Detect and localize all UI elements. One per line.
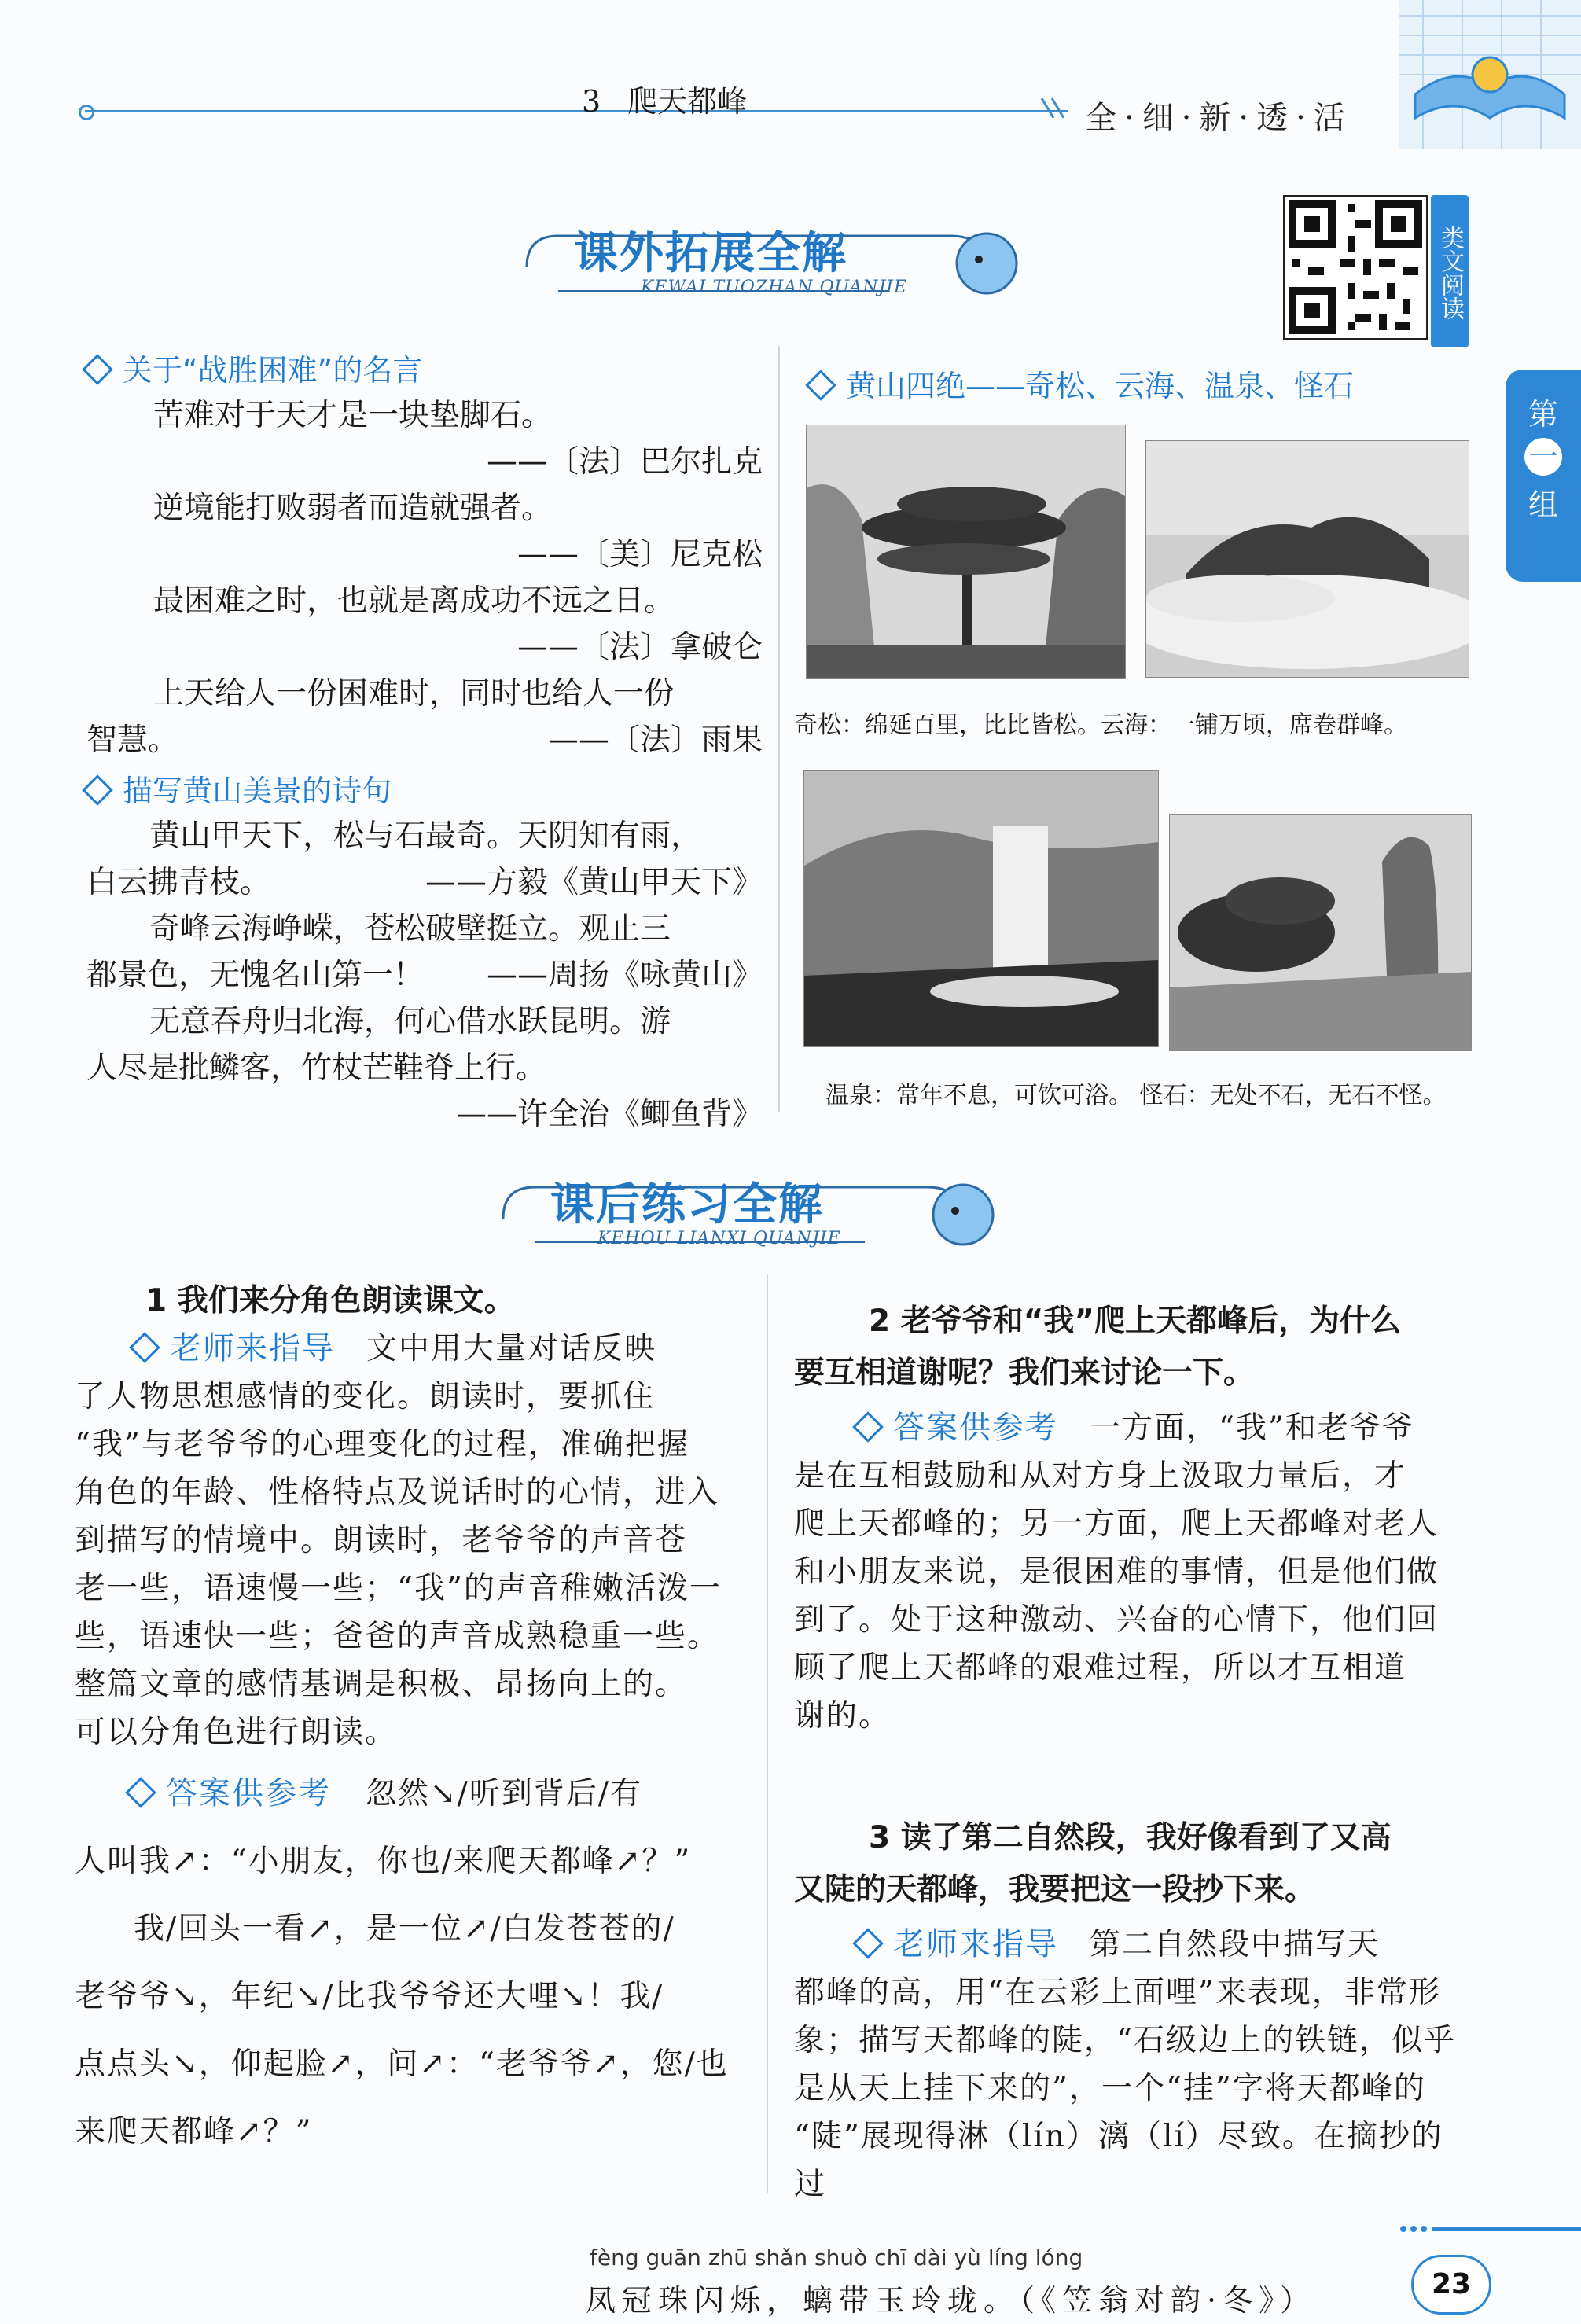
header-rule-dot [79,105,94,120]
question-2 [794,1296,1466,1740]
extension-banner [511,204,1077,307]
quote-text: 逆境能打败弱者而造就强者。 [153,491,553,526]
question-1-answer [75,1760,743,2166]
answer-line: 爬上天都峰的；另一方面，爬上天都峰对老人 [794,1506,1439,1542]
question-2-title-line2: 要互相道谢呢？我们来讨论一下。 [794,1355,1255,1391]
quote-text: 智慧。 [86,723,179,758]
question-2-answer [794,1404,1466,1740]
answer-line: 来爬天都峰↗？” [75,2114,313,2149]
running-header [582,77,774,120]
poem-list [86,813,763,1138]
header-rule [85,110,1068,112]
question-3-guide [794,1921,1466,2208]
answer-tag: 答案供参考 [857,1410,1058,1446]
page-number: 23 [1411,2255,1491,2315]
side-tab-bottom: 组 [1528,487,1558,522]
photo-caption-1: 奇松：绵延百里，比比皆松。云海：一铺万顷，席卷群峰。 [794,712,1407,739]
guide-line: 老一些，语速慢一些；“我”的声音稚嫩活泼一 [75,1571,722,1606]
chapter-side-tab[interactable] [1506,370,1581,582]
slash-deco-icon [1038,98,1077,118]
poems-heading: 描写黄山美景的诗句 [86,767,763,810]
lesson-title: 爬天都峰 [627,84,748,119]
diamond-bullet-icon [852,1928,884,1959]
quote-text: 苦难对于天才是一块垫脚石。 [153,398,553,433]
question-3-title-line2: 又陡的天都峰，我要把这一段抄下来。 [794,1872,1316,1907]
answer-line: 答案供参考 忽然↘/听到背后/有 [75,1760,743,1828]
guide-line: 都峰的高，用“在云彩上面哩”来表现，非常形 [794,1975,1441,2010]
poem-line: 白云拂青枝。 ——方毅《黄山甲天下》 [86,859,763,906]
question-1 [75,1278,743,2166]
exercise-banner-sub: KEHOU LIANXI QUANJIE [597,1229,841,1248]
guide-line: 整篇文章的感情基调是积极、昂扬向上的。 [75,1667,688,1702]
poem-source: ——许全治《鲫鱼背》 [455,1097,763,1132]
question-1-title: 1 我们来分角色朗读课文。 [145,1283,515,1318]
quote-text: 上天给人一份困难时，同时也给人一份 [153,676,675,712]
footer-dots-icon [1399,2225,1581,2233]
diamond-bullet-icon [805,370,836,401]
footer-poem: 凤冠珠闪烁，螭带玉玲珑。（《笠翁对韵·冬》） [586,2283,1317,2318]
poem-source: ——周扬《咏黄山》 [486,958,763,993]
poem-line: 奇峰云海峥嵘，苍松破壁挺立。观止三 [149,911,671,947]
teacher-guide-tag: 老师来指导 [857,1926,1058,1962]
guide-line: 了人物思想感情的变化。朗读时，要抓住 [75,1379,656,1414]
book-logo-icon [1399,0,1581,149]
poem-source: ——方毅《黄山甲天下》 [425,865,763,900]
pine-photo [806,425,1126,679]
guide-line: “陡”展现得淋（lín）漓（lí）尽致。在摘抄的过 [794,2119,1443,2202]
answer-line: 我/回头一看↗，是一位↗/白发苍苍的/ [134,1911,675,1947]
slogan: 全·细·新·透·活 [1085,100,1353,136]
strange-rock-photo [1169,814,1472,1051]
diamond-bullet-icon [125,1777,156,1808]
side-tab-top: 第 [1528,397,1558,432]
answer-line: 是在互相鼓励和从对方身上汲取力量后，才 [794,1458,1407,1494]
answer-line: 到了。处于这种激动、兴奋的心情下，他们回 [794,1602,1439,1638]
lesson-number: 3 [582,84,601,119]
extension-banner-sub: KEWAI TUOZHAN QUANJIE [641,278,908,297]
cloud-sea-photo [1145,440,1469,678]
answer-tag: 答案供参考 [130,1775,331,1811]
guide-line: 可以分角色进行朗读。 [75,1715,398,1750]
diamond-bullet-icon [852,1411,884,1443]
question-3 [794,1812,1466,2208]
quote-author: ——〔法〕雨果 [547,723,763,758]
column-divider [767,1274,768,2193]
question-3-title-line1: 3 读了第二自然段，我好像看到了又高 [869,1820,1392,1855]
poem-line: 无意吞舟归北海，何心借水跃昆明。游 [149,1004,671,1039]
quote-author: ——〔美〕尼克松 [517,537,763,572]
guide-line: 角色的年龄、性格特点及说话时的心情，进入 [75,1475,720,1510]
guide-line: 些，语速快一些；爸爸的声音成熟稳重一些。 [75,1619,720,1654]
quote-author: ——〔法〕巴尔扎克 [486,444,763,480]
answer-line: 人叫我↗：“小朋友，你也/来爬天都峰↗？” [75,1844,692,1879]
guide-line: 到描写的情境中。朗读时，老爷爷的声音苍 [75,1523,688,1558]
quote-line [86,717,763,763]
column-divider [778,346,780,1112]
poem-line: 黄山甲天下，松与石最奇。天阴知有雨， [149,818,702,854]
hot-spring-photo [803,770,1159,1047]
exercise-banner-title: 课后练习全解 [550,1179,824,1230]
answer-line: 答案供参考 一方面，“我”和老爷爷 [794,1404,1466,1452]
diamond-bullet-icon [129,1332,160,1363]
answer-line: 谢的。 [794,1698,892,1734]
quote-author: ——〔法〕拿破仑 [517,630,763,665]
extension-banner-title: 课外拓展全解 [574,228,847,279]
guide-line: 是从天上挂下来的”，一个“挂”字将天都峰的 [794,2071,1426,2106]
huangshan-heading: 黄山四绝——奇松、云海、温泉、怪石 [810,362,1354,405]
guide-line: 象；描写天都峰的陡，“石级边上的铁链，似乎 [794,2023,1456,2058]
footer-pinyin: fèng guān zhū shǎn shuò chī dài yù líng lóng [590,2245,1083,2271]
side-tab-number: 一 [1524,438,1562,476]
poem-line: 人尽是批鳞客，竹杖芒鞋脊上行。 [86,1050,547,1086]
quote-list [86,392,763,763]
guide-line: 老师来指导 文中用大量对话反映 [75,1325,743,1373]
quote-text: 最困难之时，也就是离成功不远之日。 [153,583,675,619]
guide-line: 老师来指导 第二自然段中描写天 [794,1921,1466,1969]
question-2-title-line1: 2 老爷爷和“我”爬上天都峰后，为什么 [869,1304,1401,1339]
answer-line: 和小朋友来说，是很困难的事情，但是他们做 [794,1554,1439,1590]
photo-caption-2: 温泉：常年不息，可饮可浴。 怪石：无处不石，无石不怪。 [825,1082,1447,1109]
answer-line: 顾了爬上天都峰的艰难过程，所以才互相道 [794,1650,1407,1686]
quotes-heading: 关于“战胜困难”的名言 [86,346,763,389]
teacher-guide-tag: 老师来指导 [134,1330,335,1366]
guide-line: “我”与老爷爷的心理变化的过程，准确把握 [75,1427,689,1462]
diamond-bullet-icon [82,774,113,806]
question-1-guide [75,1325,743,1756]
qr-tag[interactable]: 类文阅读 [1431,195,1469,347]
diamond-bullet-icon [82,354,113,385]
answer-line: 点点头↘，仰起脸↗，问↗：“老爷爷↗，您/也 [75,2046,729,2082]
exercise-banner [487,1156,1053,1258]
poem-line: 都景色，无愧名山第一！ ——周扬《咏黄山》 [86,952,763,998]
quotes-section [86,346,763,1138]
answer-line: 老爷爷↘，年纪↘/比我爷爷还大哩↘！我/ [75,1979,664,2014]
qr-code-icon[interactable] [1283,195,1428,340]
